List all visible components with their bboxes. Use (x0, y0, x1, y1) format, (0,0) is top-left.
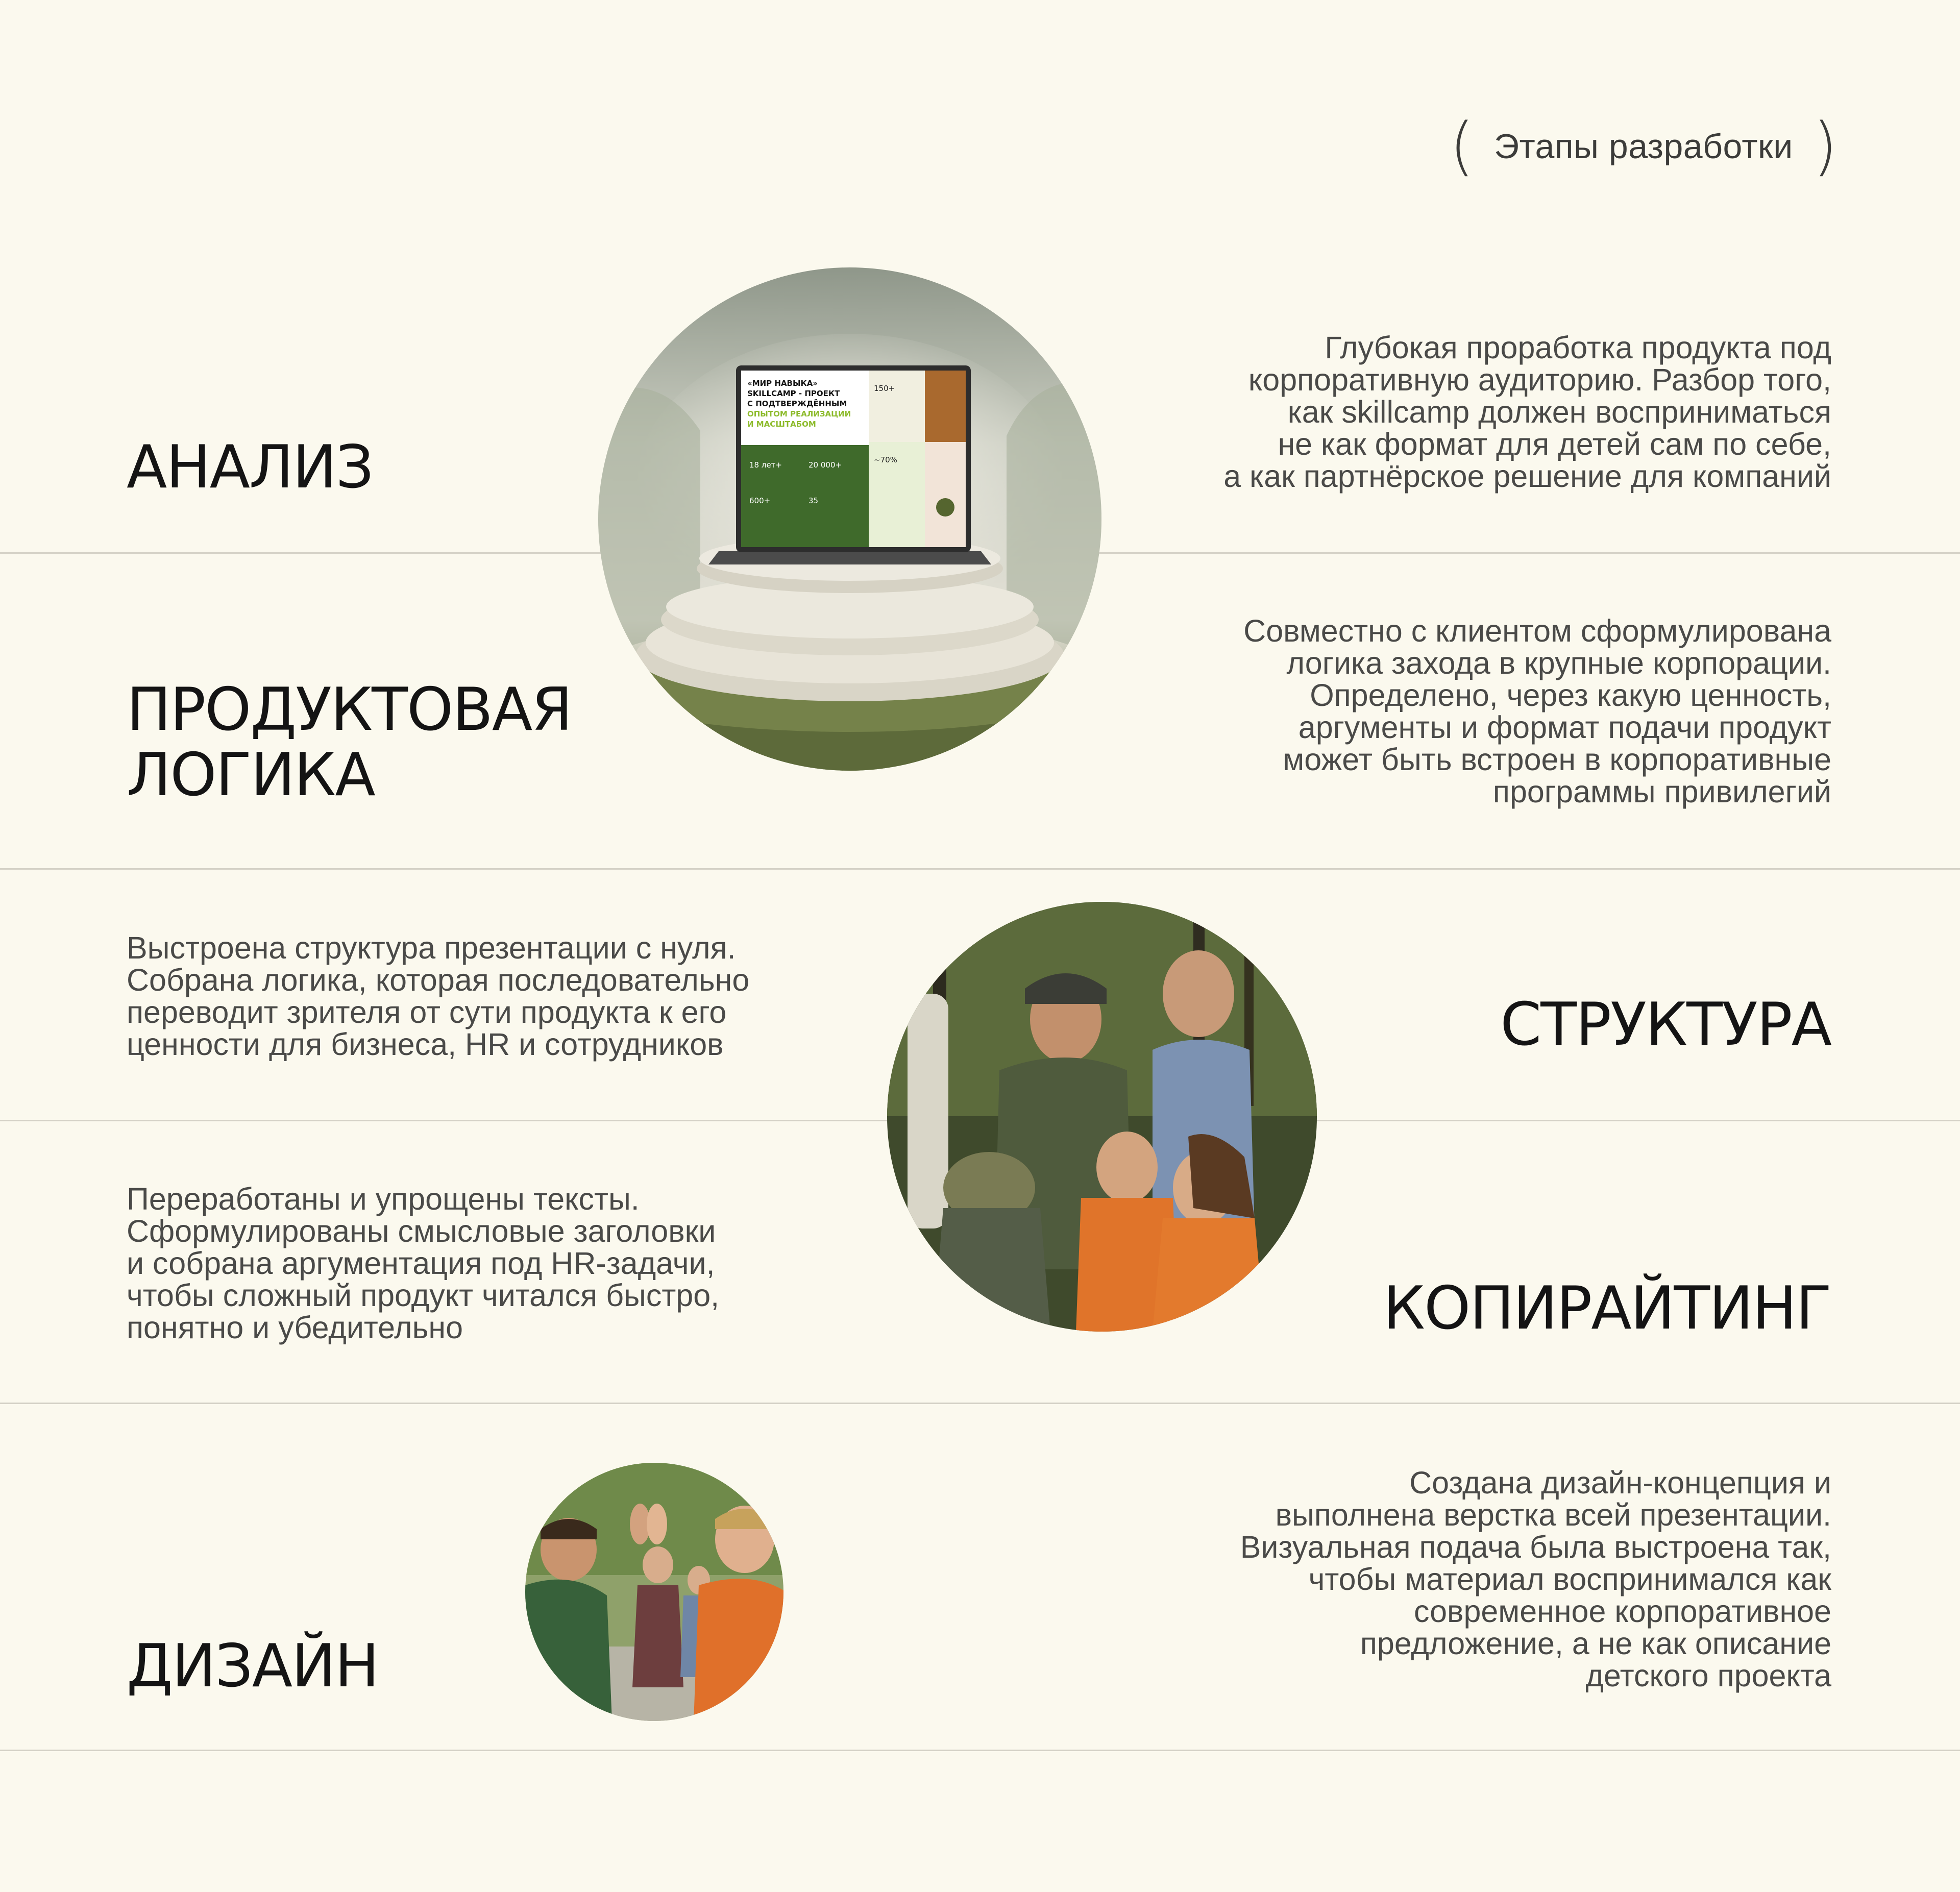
divider (0, 1750, 1960, 1751)
laptop-headline-2: SKILLCAMP - ПРОЕКТ (747, 389, 840, 398)
laptop-stat: 600+ (749, 496, 771, 505)
laptop-headline-4: ОПЫТОМ РЕАЛИЗАЦИИ (747, 409, 851, 419)
stage-text-analysis: Глубокая проработка продукта под корпоративную аудиторию. Разбор того, как skillcamp должен восприниматься не как формат для детей сам по себе, а как партнёрское решение для компаний (1223, 330, 1831, 494)
laptop-stat: 20 000+ (808, 460, 842, 470)
forest-group-photo (887, 902, 1317, 1332)
laptop-headline-1: «МИР НАВЫКА» (747, 379, 818, 388)
stage-text-copywriting: Переработаны и упрощены тексты. Сформулированы смысловые заголовки и собрана аргументация под HR-задачи, чтобы сложный продукт читался быстро, понятно и убедительно (127, 1182, 720, 1345)
stage-title-structure: СТРУКТУРА (1500, 990, 1831, 1059)
stage-text-structure: Выстроена структура презентации с нуля. Собрана логика, которая последовательно переводит зрителя от сути продукта к его ценности для бизнеса, HR и сотрудников (127, 930, 750, 1062)
stage-title-analysis: АНАЛИЗ (127, 433, 373, 502)
stage-text-design: Создана дизайн-концепция и выполнена верстка всей презентации. Визуальная подача была выстроена так, чтобы материал воспринимался как современное корпоративное предложение, а не как описание детского проекта (1240, 1465, 1831, 1693)
header-paren-open: ( (1450, 110, 1475, 183)
stage-text-product-logic: Совместно с клиентом сформулирована логика захода в крупные корпорации. Определено, через какую ценность, аргументы и формат подачи продукт может быть встроен в корпоративные программы привилегий (1243, 613, 1831, 809)
section-header (1450, 110, 1837, 183)
laptop-stat: 150+ (874, 384, 895, 393)
laptop-stat: 18 лет+ (749, 460, 782, 470)
laptop-headline-5: И МАСШТАБОМ (747, 420, 816, 429)
stage-title-design: ДИЗАЙН (127, 1632, 379, 1701)
divider (0, 868, 1960, 870)
high-five-photo (525, 1463, 783, 1721)
laptop-podium-photo (598, 267, 1101, 771)
stage-title-copywriting: КОПИРАЙТИНГ (1383, 1274, 1831, 1343)
laptop-stat: ~70% (874, 455, 897, 464)
stage-title-product-logic: ПРОДУКТОВАЯ ЛОГИКА (127, 675, 572, 809)
header-label: Этапы разработки (1494, 127, 1793, 166)
divider (0, 1403, 1960, 1404)
header-paren-close: ) (1812, 110, 1837, 183)
laptop-stat: 35 (808, 496, 819, 505)
laptop-headline-3: С ПОДТВЕРЖДЁННЫМ (747, 399, 847, 408)
